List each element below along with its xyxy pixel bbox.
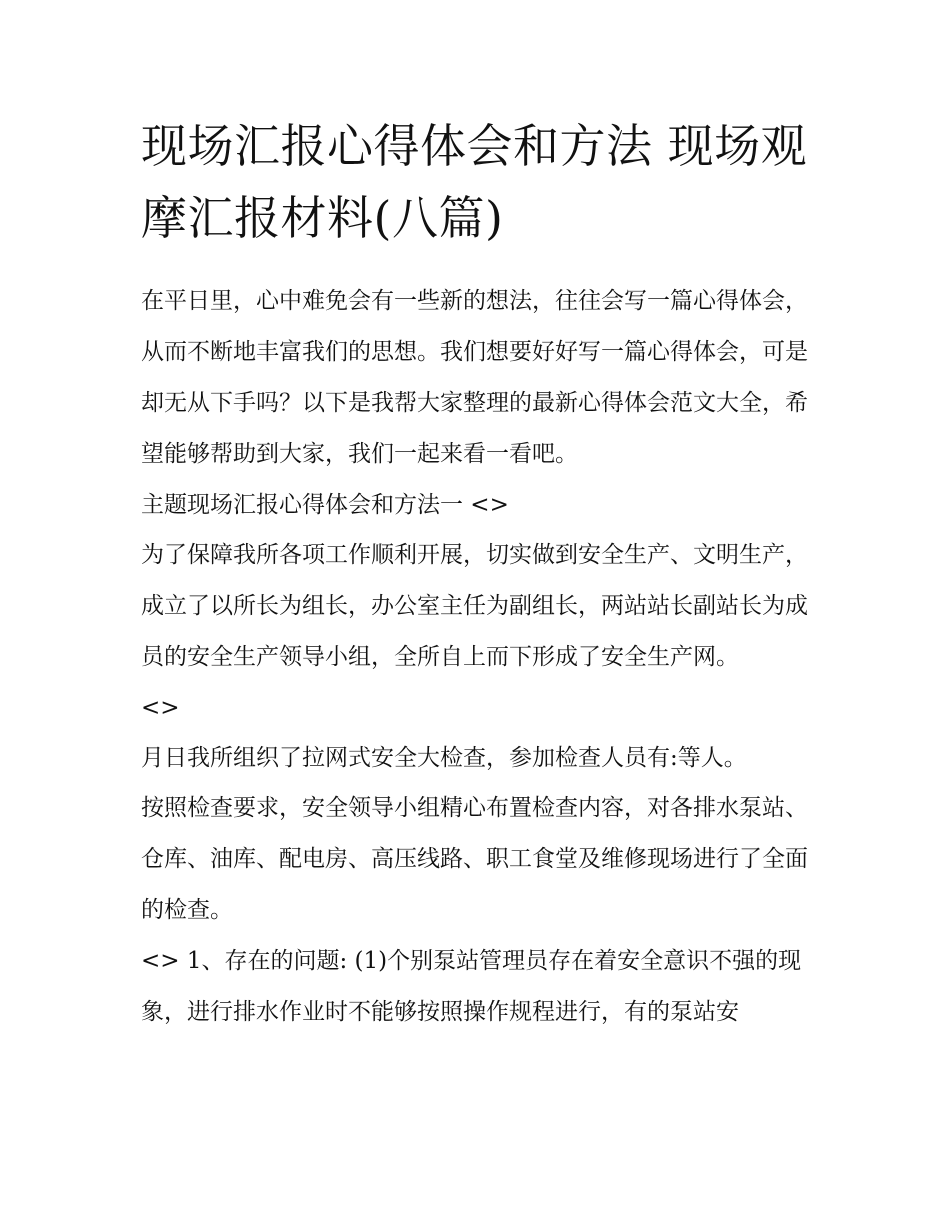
placeholder-line: <>	[141, 695, 180, 721]
issues-paragraph: <> 1、存在的问题: (1)个别泵站管理员存在着安全意识不强的现象，进行排水作业时不能够按照操作规程进行，有的泵站安	[141, 948, 802, 1025]
body-paragraph: 为了保障我所各项工作顺利开展，切实做到安全生产、文明生产，成立了以所长为组长，办公室主任为副组长，两站站长副站长为成员的安全生产领导小组，全所自上而下形成了安全生产网。	[141, 542, 808, 670]
document-title: 现场汇报心得体会和方法 现场观摩汇报材料(八篇)	[141, 119, 808, 245]
body-paragraph: 按照检查要求，安全领导小组精心布置检查内容，对各排水泵站、仓库、油库、配电房、高压线路、职工食堂及维修现场进行了全面的检查。	[141, 795, 808, 923]
body-paragraph: 月日我所组织了拉网式安全大检查，参加检查人员有:等人。	[141, 745, 747, 771]
section-heading: 主题现场汇报心得体会和方法一 <>	[141, 492, 509, 518]
document-page	[141, 110, 813, 1038]
intro-paragraph: 在平日里，心中难免会有一些新的想法，往往会写一篇心得体会，从而不断地丰富我们的思想。我们想要好好写一篇心得体会，可是却无从下手吗？以下是我帮大家整理的最新心得体会范文大全，希望能够帮助到大家，我们一起来看一看吧。	[141, 288, 808, 467]
